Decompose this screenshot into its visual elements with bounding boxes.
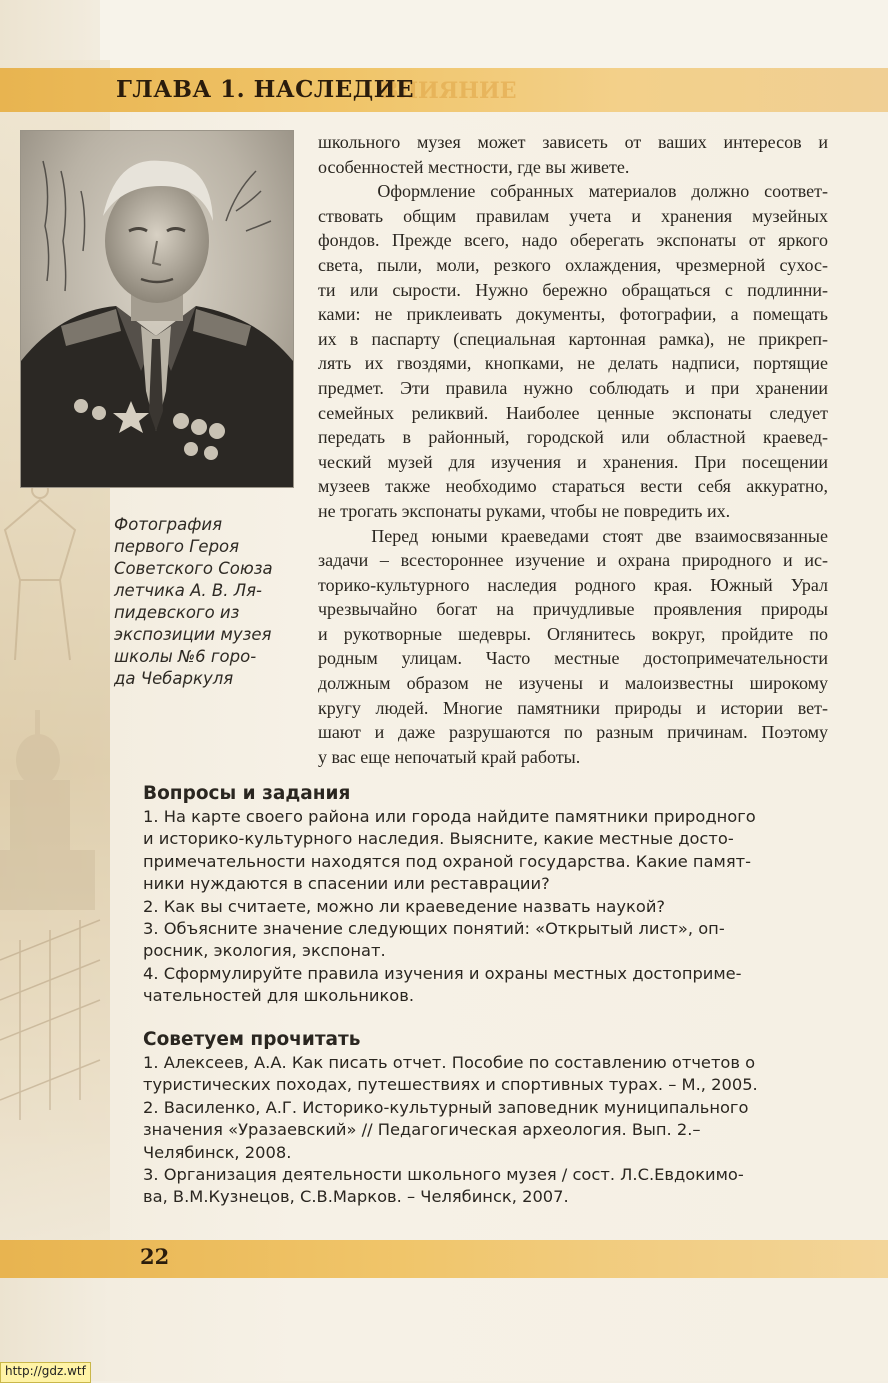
caption-line: пидевского из — [114, 603, 240, 622]
watermark-link[interactable]: http://gdz.wtf — [0, 1362, 91, 1383]
questions-line: 1. На карте своего района или города найдите памятники природного — [143, 807, 756, 826]
caption-line: первого Героя — [114, 537, 240, 556]
reading-line: значения «Уразаевский» // Педагогическая археология. Вып. 2.– — [143, 1120, 701, 1140]
questions-line: 4. Сформулируйте правила изучения и охраны местных достоприме- — [143, 963, 742, 983]
reading-line: 2. Василенко, А.Г. Историко-культурный заповедник муниципального — [143, 1097, 749, 1117]
header-ghost-text: ВЛИЯНИЕ — [380, 78, 517, 104]
caption-line: Фотография — [114, 515, 223, 534]
questions-line: 2. Как вы считаете, можно ли краеведение назвать наукой? — [143, 896, 666, 916]
body-line: чрезвычайно богат на причудливые проявления природы — [318, 599, 828, 620]
body-line: школьного музея может зависеть от ваших интересов и — [318, 132, 828, 152]
portrait-photo — [20, 130, 294, 488]
questions-line: росник, экология, экспонат. — [143, 941, 386, 961]
body-line: Оформление собранных материалов должно соответ- — [318, 181, 828, 202]
body-line: ти или сырости. Нужно бережно обращаться с подлинни- — [318, 279, 828, 300]
body-line: и рукотворные шедевры. Оглянитесь вокруг, пройдите по — [318, 623, 828, 644]
questions-line: чательностей для школьников. — [143, 986, 415, 1006]
caption-line: да Чебаркуля — [114, 669, 234, 688]
reading-line: 3. Организация деятельности школьного музея / сост. Л.С.Евдокимо- — [143, 1165, 744, 1185]
body-line: предмет. Эти правила нужно соблюдать и при хранении — [318, 377, 828, 398]
reading-line: туристических походах, путешествиях и спортивных турах. – М., 2005. — [143, 1075, 758, 1095]
main-body-text — [318, 130, 828, 769]
body-line: их в паспарту (специальная картонная рамка), не прикреп- — [318, 328, 828, 349]
questions-line: и историко-культурного наследия. Выясните, какие местные досто- — [143, 829, 734, 849]
questions-line: примечательности находятся под охраной государства. Какие памят- — [143, 851, 751, 871]
body-line: торико-культурного наследия родного края. Южный Урал — [318, 574, 828, 595]
body-line: фондов. Прежде всего, надо оберегать экспонаты от яркого — [318, 230, 828, 251]
questions-line: ники нуждаются в спасении или реставрации? — [143, 874, 550, 894]
reading-heading: Советуем прочитать — [143, 1029, 361, 1050]
portrait-figure-icon — [21, 131, 293, 487]
body-line: передать в районный, городской или областной краевед- — [318, 427, 828, 448]
body-line: ствовать общим правилам учета и хранения музейных — [318, 205, 828, 226]
body-line: задачи – всестороннее изучение и охрана природного и ис- — [318, 550, 828, 571]
reading-line: Челябинск, 2008. — [143, 1142, 292, 1162]
page-number: 22 — [140, 1244, 170, 1269]
questions-heading: Вопросы и задания — [143, 783, 351, 804]
reading-line: 1. Алексеев, А.А. Как писать отчет. Пособие по составлению отчетов о — [143, 1053, 756, 1072]
body-line: ческий музей для изучения и хранения. При посещении — [318, 451, 828, 472]
body-line: лять их гвоздями, кнопками, не делать надписи, портящие — [318, 353, 828, 374]
body-line: родным улицам. Часто местные достопримечательности — [318, 648, 828, 669]
body-line: должным образом не изучены и малоизвестны широкому — [318, 673, 828, 694]
body-line: света, пыли, моли, резкого охлаждения, чрезмерной сухос- — [318, 254, 828, 275]
body-line: музеев также необходимо стараться вести себя аккуратно, — [318, 476, 828, 497]
body-line: Перед юными краеведами стоят две взаимосвязанные — [318, 525, 828, 546]
questions-section — [143, 782, 843, 1008]
caption-line: школы №6 горо- — [114, 647, 257, 666]
reading-line: ва, В.М.Кузнецов, С.В.Марков. – Челябинск, 2007. — [143, 1187, 569, 1207]
footer-band — [0, 1240, 888, 1278]
caption-line: экспозиции музея — [114, 625, 272, 644]
questions-line: 3. Объясните значение следующих понятий: «Открытый лист», оп- — [143, 919, 725, 939]
caption-line: Советского Союза — [114, 559, 273, 578]
body-line: не трогать экспонаты руками, чтобы не повредить их. — [318, 500, 731, 521]
top-margin — [100, 0, 888, 68]
photo-caption — [114, 514, 294, 690]
body-line: особенностей местности, где вы живете. — [318, 156, 630, 177]
body-line: семейных реликвий. Наиболее ценные экспонаты следует — [318, 402, 828, 423]
chapter-title: ГЛАВА 1. НАСЛЕДИЕ — [116, 76, 414, 103]
caption-line: летчика А. В. Ля- — [114, 581, 262, 600]
body-line: у вас еще непочатый край работы. — [318, 746, 581, 767]
body-line: шают и даже разрушаются по разным причинам. Поэтому — [318, 722, 828, 743]
reading-section — [143, 1028, 843, 1209]
body-line: ками: не приклеивать документы, фотографии, а помещать — [318, 304, 828, 325]
body-line: кругу людей. Многие памятники природы и истории вет- — [318, 697, 828, 718]
